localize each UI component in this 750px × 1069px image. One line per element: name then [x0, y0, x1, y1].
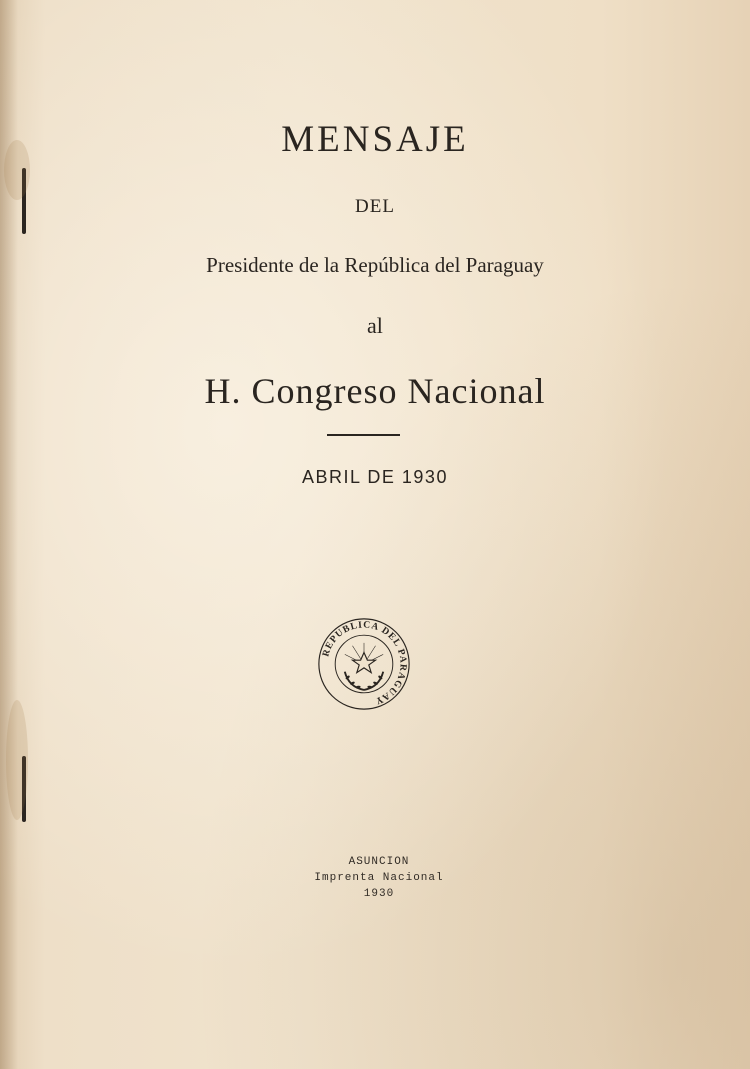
seal-ring-text: REPUBLICA DEL PARAGUAY	[320, 619, 409, 707]
divider-rule	[327, 434, 400, 436]
imprint-press: Imprenta Nacional	[314, 872, 444, 884]
paper-stain	[6, 700, 28, 820]
subtitle-al: al	[367, 313, 383, 338]
subtitle-congreso: H. Congreso Nacional	[204, 371, 546, 411]
publication-date: ABRIL DE 1930	[302, 467, 448, 487]
star-emblem-icon	[345, 643, 383, 690]
subtitle-presidente: Presidente de la República del Paraguay	[206, 253, 544, 277]
national-seal	[316, 616, 412, 712]
page-title: MENSAJE	[281, 119, 469, 160]
imprint-city: ASUNCION	[348, 856, 410, 868]
imprint-year: 1930	[363, 888, 395, 900]
subtitle-del: DEL	[355, 196, 395, 217]
